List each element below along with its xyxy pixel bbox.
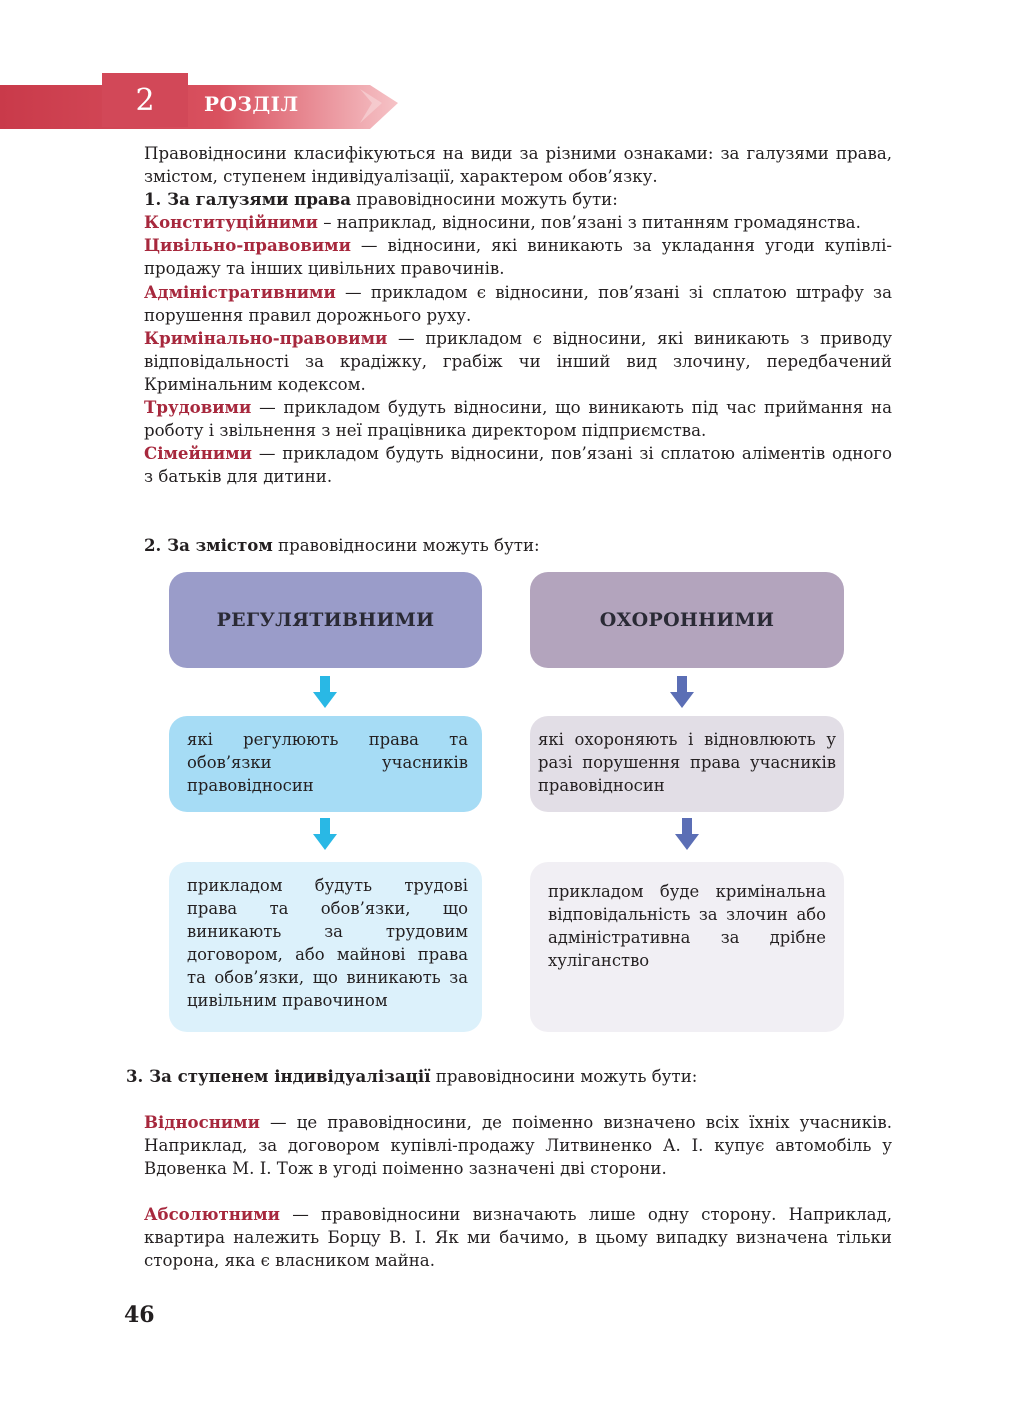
branch-item (126, 234, 892, 280)
chapter-number: 2 (135, 82, 155, 118)
branch-text: — прикладом будуть відносини, що виникають під час приймання на роботу і звільнення з неї працівника директором підприємства. (144, 398, 892, 441)
page-number: 46 (124, 1302, 155, 1328)
branch-term: Трудовими (144, 397, 252, 418)
arrow-down-icon (313, 676, 337, 710)
branch-text: — прикладом є відносини, пов’язані зі сплатою штрафу за порушення правил дорожнього руху. (144, 282, 892, 325)
individual-text: — це правовідносини, де поіменно визначено всіх їхніх учасників. Наприклад, за договором купівлі-продажу Литвиненко А. І. купує автомобіль у Вдовенка М. І. Тож в угоді поіменно зазначені дві сторони. (144, 1113, 892, 1179)
arrow-down-icon (670, 676, 694, 710)
individual-term: Абсолютними (144, 1204, 280, 1224)
regulative-title-box (169, 572, 482, 668)
branch-item (126, 281, 892, 327)
section-1-heading (126, 188, 892, 211)
branch-term: Цивільно-правовими (144, 235, 351, 256)
branch-text: — відносини, які виникають за укладання угоди купівлі-продажу та інших цивільних правочинів. (144, 236, 892, 279)
section-3-heading (126, 1065, 892, 1088)
protective-title-box (530, 572, 844, 668)
arrow-down-icon (675, 818, 699, 852)
chapter-header-band (0, 75, 398, 129)
protective-desc-box (530, 716, 844, 812)
branch-item (126, 211, 892, 234)
protective-title: ОХОРОННИМИ (599, 609, 775, 631)
regulative-desc: які регулюють права та обов’язки учасників правовідносин (187, 730, 468, 795)
regulative-desc-box (169, 716, 482, 812)
branch-term: Кримінально-правовими (144, 327, 388, 348)
chapter-label: РОЗДІЛ (204, 92, 299, 116)
section-3-title: 3. За ступенем індивідуалізації (126, 1066, 431, 1086)
branch-text: — прикладом будуть відносини, пов’язані зі сплатою аліментів одного з батьків для дитини. (144, 444, 892, 487)
intro-paragraph: Правовідносини класифікуються на види за різними ознаками: за галузями права, змістом, ступенем індивідуалізації, характером обов’язку. (144, 144, 892, 187)
regulative-example: прикладом будуть трудові права та обов’язки, що виникають за трудовим договором, або майнові права та обов’язки, що виникають за цивільним правочином (187, 876, 468, 1010)
section-3-rest: правовідносини можуть бути: (430, 1067, 698, 1086)
branch-text: — прикладом є відносини, які виникають з приводу відповідальності за крадіжку, грабіж чи інший вид злочину, передбачений Кримінальним кодексом. (144, 328, 892, 394)
branch-text: – наприклад, відносини, пов’язані з питанням громадянства. (317, 213, 861, 233)
individual-item (126, 1203, 892, 1272)
intro-block (126, 142, 892, 488)
branch-item (126, 442, 892, 488)
branch-term: Конституційними (144, 212, 318, 233)
section-2-heading (126, 534, 892, 557)
protective-example-box (530, 862, 844, 1032)
section-1-title: 1. За галузями права (144, 189, 351, 210)
section-1-rest: правовідносини можуть бути: (350, 190, 618, 210)
branch-item (126, 327, 892, 396)
individual-text: — правовідносини визначають лише одну сторону. Наприклад, квартира належить Борцу В. І. Як ми бачимо, в цьому випадку визначена тільки сторона, яка є власником майна. (144, 1205, 892, 1271)
protective-example: прикладом буде кримінальна відповідальність за злочин або адміністративна за дрібне хуліганство (548, 882, 826, 970)
section-2-rest: правовідносини можуть бути: (272, 536, 540, 555)
branch-item (126, 396, 892, 442)
branch-term: Адміністративними (144, 281, 336, 302)
individual-term: Відносними (144, 1112, 260, 1132)
regulative-title: РЕГУЛЯТИВНИМИ (216, 609, 435, 631)
arrow-down-icon (313, 818, 337, 852)
individual-item (126, 1111, 892, 1180)
protective-desc: які охороняють і відновлюють у разі порушення права учасників правовідносин (538, 730, 836, 795)
branch-term: Сімейними (144, 443, 252, 464)
regulative-example-box (169, 862, 482, 1032)
section-2-title: 2. За змістом (144, 535, 273, 555)
